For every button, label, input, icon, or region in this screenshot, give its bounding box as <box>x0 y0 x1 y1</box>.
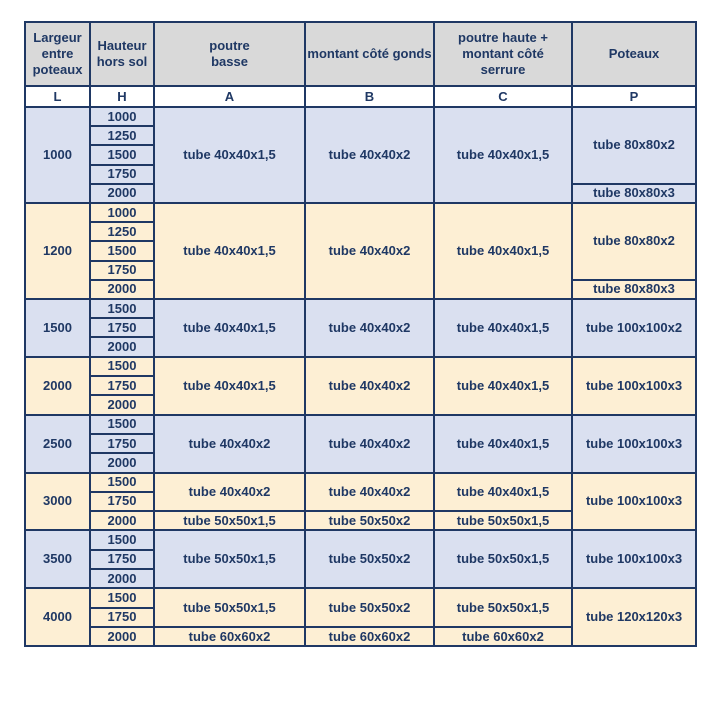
cell-poutre-basse: tube 50x50x1,5 <box>154 511 305 530</box>
cell-poteaux: tube 80x80x2 <box>572 203 696 280</box>
cell-montant-gonds: tube 50x50x2 <box>305 511 434 530</box>
cell-poutre-haute: tube 40x40x1,5 <box>434 107 572 203</box>
cell-poteaux: tube 100x100x3 <box>572 415 696 473</box>
cell-hauteur: 1000 <box>90 203 154 222</box>
header-poutre-haute: poutre haute + montant côté serrure <box>434 22 572 86</box>
header-montant-gonds: montant côté gonds <box>305 22 434 86</box>
cell-hauteur: 1750 <box>90 165 154 184</box>
table-row <box>25 473 696 492</box>
cell-largeur: 2500 <box>25 415 90 473</box>
cell-montant-gonds: tube 40x40x2 <box>305 203 434 299</box>
cell-poteaux: tube 100x100x3 <box>572 530 696 588</box>
cell-montant-gonds: tube 60x60x2 <box>305 627 434 646</box>
cell-hauteur: 1750 <box>90 434 154 453</box>
cell-poutre-basse: tube 40x40x1,5 <box>154 299 305 357</box>
cell-hauteur: 2000 <box>90 337 154 356</box>
cell-hauteur: 2000 <box>90 511 154 530</box>
cell-poutre-basse: tube 40x40x2 <box>154 415 305 473</box>
cell-hauteur: 1500 <box>90 241 154 260</box>
cell-poteaux: tube 80x80x3 <box>572 280 696 299</box>
cell-largeur: 1200 <box>25 203 90 299</box>
cell-hauteur: 1500 <box>90 588 154 607</box>
cell-poutre-haute: tube 40x40x1,5 <box>434 357 572 415</box>
cell-hauteur: 1500 <box>90 357 154 376</box>
cell-hauteur: 1500 <box>90 473 154 492</box>
cell-poteaux: tube 80x80x2 <box>572 107 696 184</box>
header-row <box>25 22 696 86</box>
cell-hauteur: 1750 <box>90 608 154 627</box>
cell-poutre-basse: tube 50x50x1,5 <box>154 588 305 627</box>
letters-row <box>25 86 696 107</box>
cell-montant-gonds: tube 40x40x2 <box>305 357 434 415</box>
cell-largeur: 4000 <box>25 588 90 646</box>
cell-hauteur: 1250 <box>90 126 154 145</box>
header-poteaux: Poteaux <box>572 22 696 86</box>
table-row <box>25 203 696 222</box>
cell-hauteur: 1250 <box>90 222 154 241</box>
header-largeur: Largeur entre poteaux <box>25 22 90 86</box>
cell-hauteur: 1750 <box>90 492 154 511</box>
cell-poutre-haute: tube 50x50x1,5 <box>434 530 572 588</box>
cell-hauteur: 1000 <box>90 107 154 126</box>
cell-largeur: 2000 <box>25 357 90 415</box>
cell-poutre-basse: tube 40x40x2 <box>154 473 305 512</box>
cell-poutre-basse: tube 40x40x1,5 <box>154 107 305 203</box>
cell-montant-gonds: tube 40x40x2 <box>305 107 434 203</box>
letter-P: P <box>572 86 696 107</box>
cell-poutre-haute: tube 60x60x2 <box>434 627 572 646</box>
letter-B: B <box>305 86 434 107</box>
cell-poutre-basse: tube 50x50x1,5 <box>154 530 305 588</box>
cell-hauteur: 1500 <box>90 530 154 549</box>
cell-montant-gonds: tube 40x40x2 <box>305 299 434 357</box>
cell-poutre-basse: tube 40x40x1,5 <box>154 203 305 299</box>
cell-poteaux: tube 100x100x3 <box>572 473 696 531</box>
table-row <box>25 415 696 434</box>
cell-hauteur: 1750 <box>90 376 154 395</box>
letter-L: L <box>25 86 90 107</box>
table-row <box>25 530 696 549</box>
cell-poutre-haute: tube 40x40x1,5 <box>434 203 572 299</box>
cell-poutre-basse: tube 40x40x1,5 <box>154 357 305 415</box>
table-row <box>25 588 696 607</box>
cell-hauteur: 1750 <box>90 550 154 569</box>
cell-poteaux: tube 100x100x3 <box>572 357 696 415</box>
cell-hauteur: 1750 <box>90 261 154 280</box>
cell-poteaux: tube 120x120x3 <box>572 588 696 646</box>
cell-poteaux: tube 80x80x3 <box>572 184 696 203</box>
table-row <box>25 107 696 126</box>
table-row <box>25 299 696 318</box>
cell-poutre-haute: tube 40x40x1,5 <box>434 473 572 512</box>
cell-hauteur: 1500 <box>90 145 154 164</box>
cell-hauteur: 1750 <box>90 318 154 337</box>
cell-poteaux: tube 100x100x2 <box>572 299 696 357</box>
cell-montant-gonds: tube 50x50x2 <box>305 588 434 627</box>
letter-C: C <box>434 86 572 107</box>
letter-H: H <box>90 86 154 107</box>
cell-hauteur: 2000 <box>90 184 154 203</box>
cell-hauteur: 2000 <box>90 395 154 414</box>
cell-poutre-haute: tube 50x50x1,5 <box>434 588 572 627</box>
cell-montant-gonds: tube 40x40x2 <box>305 473 434 512</box>
cell-largeur: 1500 <box>25 299 90 357</box>
cell-hauteur: 2000 <box>90 280 154 299</box>
table-row <box>25 357 696 376</box>
cell-hauteur: 1500 <box>90 299 154 318</box>
cell-hauteur: 2000 <box>90 453 154 472</box>
cell-hauteur: 1500 <box>90 415 154 434</box>
cell-poutre-haute: tube 40x40x1,5 <box>434 415 572 473</box>
cell-largeur: 3000 <box>25 473 90 531</box>
header-hauteur: Hauteur hors sol <box>90 22 154 86</box>
header-poutre-basse: poutre basse <box>154 22 305 86</box>
cell-montant-gonds: tube 40x40x2 <box>305 415 434 473</box>
cell-poutre-haute: tube 50x50x1,5 <box>434 511 572 530</box>
letter-A: A <box>154 86 305 107</box>
cell-hauteur: 2000 <box>90 627 154 646</box>
cell-montant-gonds: tube 50x50x2 <box>305 530 434 588</box>
cell-poutre-haute: tube 40x40x1,5 <box>434 299 572 357</box>
cell-hauteur: 2000 <box>90 569 154 588</box>
specs-table <box>24 21 697 647</box>
cell-largeur: 1000 <box>25 107 90 203</box>
table-body <box>25 107 696 646</box>
cell-largeur: 3500 <box>25 530 90 588</box>
cell-poutre-basse: tube 60x60x2 <box>154 627 305 646</box>
